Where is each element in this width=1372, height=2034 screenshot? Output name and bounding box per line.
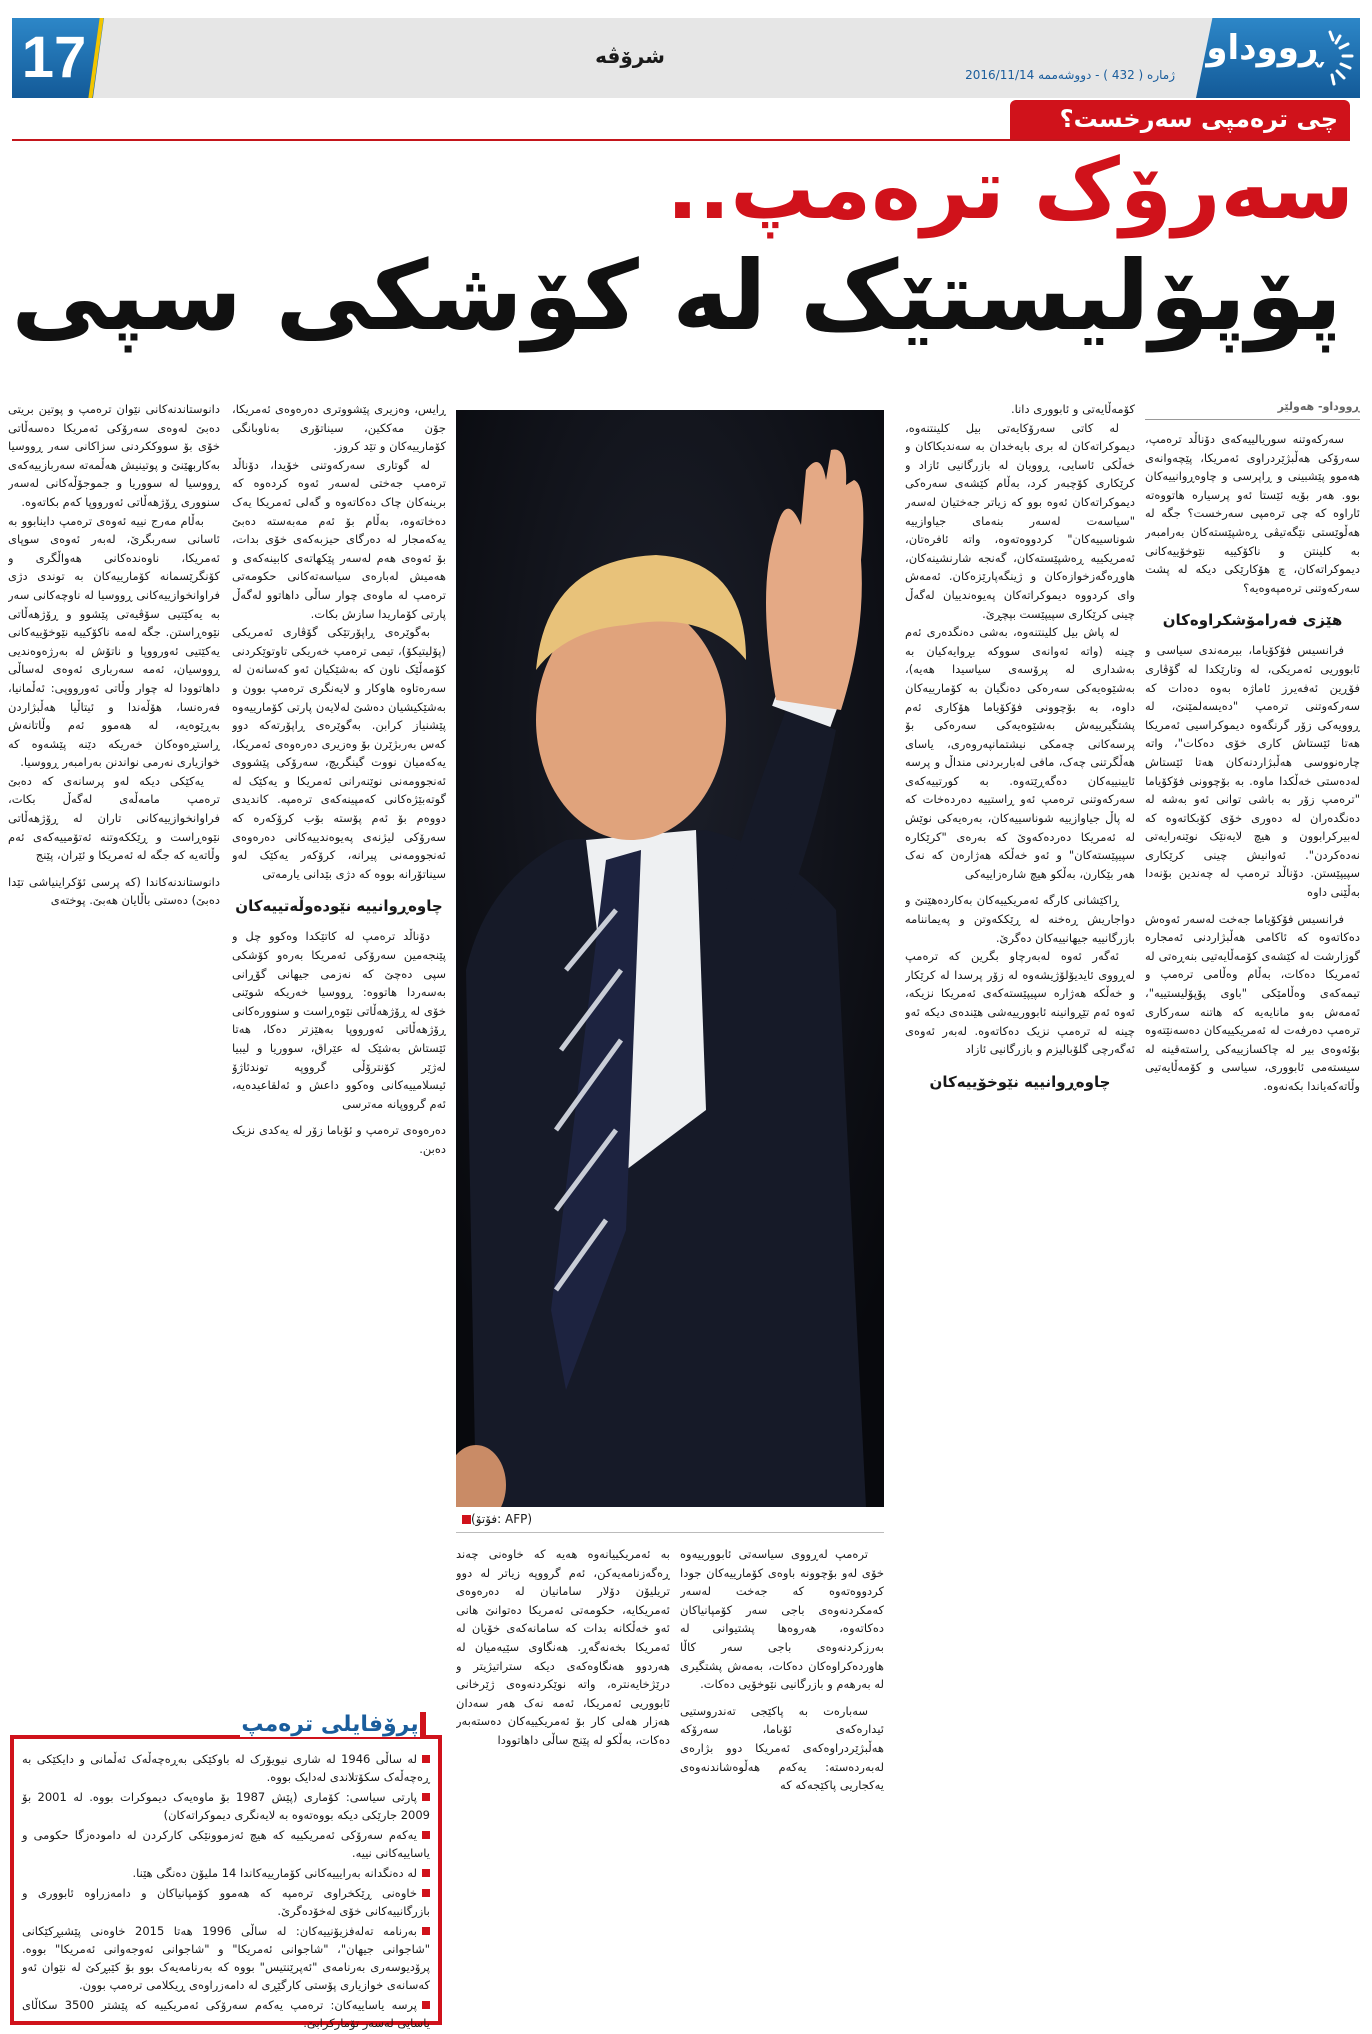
subheading: چاوەڕوانییە نێوخۆییەکان bbox=[929, 1072, 1111, 1091]
paragraph: دانوستاندنەکاندا (کە پرسی ئۆکراینیاشی تێدا دەبێ) دەستی باڵایان هەبێ. پوختەی bbox=[8, 874, 220, 908]
headline-line-2: پۆپۆلیستێک لە کۆشکی سپی bbox=[11, 240, 1342, 352]
paragraph: لە پاش بیل کلینتنەوە، بەشی دەنگدەری ئەم چینە (واتە ئەوانەی سووکە بڕوایەکیان بە بەشداری لە پرۆسەی سیاسیدا هەیە)، بەشێوەیەکی سەرەکی دەنگیان بە کۆمارییەکان داوە، بە بۆچوونی فۆکۆیاما هۆکاری ئەم پشتگیرییەش بەشێوەیەکی سەرەکی بۆ پرسەکانی چەمکی نیشتمانپەروەری، یاسای هەڵگرتنی چەک، مافی لەباربردنی منداڵ و پرسە ئایینییەکان دەگەڕێتەوە. بە کورتییەکەی سەرکەوتنی ترەمپ ئەو ڕاستییە دەردەخات کە لە پاڵ جیاوازییە شوناسییەکان، بەرەیەکی نوێش لە ئەمریکا دەردەکەوێ کە بەرەی "کرێکارە سپیپێستەکان" و ئەو خەڵکە هەژارەن کە نەک هەر بێکارن، بەڵکو هیچ شارەزاییەکی bbox=[905, 625, 1135, 881]
paragraph: بەگوێرەی ڕاپۆرتێکی گۆڤاری ئەمریکی (پۆلیتیکۆ)، تیمی ترەمپ خەریکی تاوتوێکردنی کۆمەڵێک ناون کە بەشێکیان ئەو کەسانەن لە سەرەتاوە هاوکار و لایەنگری ترەمپ بوون و بەشێکیشیان دەشێ لەلایەن پارتی کۆمارییەوە پێشنیاز کرابن. بەگوێرەی ڕاپۆرتەکە دوو کەس بەربژێرن بۆ وەزیری دەرەوەی ئەمریکا، یەکەمیان نووت گینگریچ، سەرۆکی پێشووی ئەنجوومەنی نوێنەرانی ئەمریکا و یەکێک لە گوتەبێژەکانی کەمپینەکەی ترەمپە. کاندیدی دووەم بۆ ئەم پۆستە بۆب کرۆکەرە کە سەرۆکی لیژنەی پەیوەندییەکانی دەرەوەی ئەنجوومەنی پیرانە، کرۆکەر یەکێک لەو سیناتۆرانە بووە کە دژی بێدانی یارمەتی bbox=[232, 625, 446, 881]
profile-title: پرۆفایلی ترەمپ bbox=[240, 1712, 426, 1737]
profile-item: پرسە یاساییەکان: ترەمپ یەکەم سەرۆکی ئەمریکییە کە پێشتر 3500 سکاڵای یاسایی لەسەر تۆمارکرابێ. bbox=[22, 1998, 430, 2030]
logo: ڕووداو bbox=[1206, 28, 1322, 68]
paragraph: ڕایس، وەزیری پێشووتری دەرەوەی ئەمریکا، جۆن مەککین، سیناتۆری بەناوبانگی کۆمارییەکان و تێد کروز. bbox=[232, 402, 446, 454]
article-column-1 bbox=[1145, 400, 1360, 2030]
article-column-3-bottom bbox=[680, 1545, 884, 2030]
paragraph: کۆمەڵایەتی و ئابووری دانا. bbox=[1010, 402, 1135, 416]
paragraph: بەڵام مەرج نییە ئەوەی ترەمپ داینابوو بە ئاسانی سەربگرێ، لەبەر ئەوەی سوپای ئەمریکا، ناوەندەکانی هەواڵگری و کۆنگرێسمانە کۆمارییەکان بە توندی دژی فراوانخوازییەکانی ڕووسیا لە ناوچەکانی سەر بە یەکێتیی سۆڤیەتی پێشوو و ڕۆژهەڵاتی نێوەڕاستن. جگە لەمە ناکۆکییە نێوخۆییەکانی یەکێتیی ئەورووپا و ناتۆش لە بەرژەوەندیی ڕووسیان، ئەمە سەرباری ئەوەی لەساڵی داهاتوودا لە چوار وڵاتی ئەورووپی: ئەڵمانیا، فەرەنسا، هۆڵەندا و ئیتاڵیا هەڵبژاردن بەڕێوەیە، لە هەموو ئەم وڵاتانەش ڕاستڕەوەکان خەریکە دێنە پێشەوە کە خوازیاری نەرمی نواندنن بەرامبەر ڕووسیا. bbox=[8, 513, 220, 770]
bullet-icon bbox=[422, 1831, 430, 1839]
article-column-5 bbox=[232, 400, 446, 1705]
article-column-2 bbox=[905, 400, 1135, 2030]
subheading: چاوەڕوانییە نێودەوڵەتییەکان bbox=[235, 897, 443, 916]
profile-item: لە ساڵی 1946 لە شاری نیویۆرک لە باوکێکی بەڕەچەڵەک ئەڵمانی و دایکێکی بە ڕەچەڵەک سکۆتلاندی لەدایک بووە. bbox=[22, 1752, 430, 1784]
paragraph: لە کاتی سەرۆکایەتی بیل کلینتنەوە، دیموکراتەکان لە بری بایەخدان بە سەندیکاکان و خەڵکی ئاسایی، ڕوویان لە بازرگانیی ئازاد و کرێکاری کۆچبەر کرد، بەڵام کێشەی سەرەکی دیموکراتەکان ئەوە بوو کە زیاتر جەختیان لەسەر "سیاسەت لەسەر بنەمای جیاوازییە شوناسییەکان" کردووەتەوە، واتە ئافرەتان، ئەمریکییە ڕەشپێستەکان، گەنجە شارنشینەکان، هاوڕەگەزخوازەکان و ژینگەپارێزەکان. ئەمەش وای کردووە دیموکراتەکان پەیوەندییان لەگەڵ چینی کرێکاری سپیپێست بپچڕێ. bbox=[905, 420, 1135, 621]
article-column-4-bottom bbox=[456, 1545, 670, 2030]
profile-item: بەرنامە تەلەفزیۆنییەکان: لە ساڵی 1996 هەتا 2015 خاوەنی پێشبڕکێکانی "شاجوانی جیهان"، "شاجوانی ئەمریکا" و "شاجوانی ئەوجەوانی ئەمریکا" بووە. پرۆدیوسەری بەرنامەی "ئەپرێنتیس" بووە کە بەرنامەیەک بوو بۆ کێبڕکێ لە نێوان ئەو کەسانەی خوازیاری پۆستی کارگێڕی لە دامەزراوەی ڕیکلامی ترەمپ بوون. bbox=[22, 1924, 430, 1992]
paragraph: ترەمپ لەڕووی سیاسەتی ئابوورییەوە خۆی لەو بۆچوونە باوەی کۆمارییەکان جودا کردووەتەوە کە جەخت لەسەر کەمکردنەوەی باجی سەر کۆمپانیاکان دەکاتەوە، هەروەها پشتیوانی لە بەرزکردنەوەی باجی سەر کاڵا هاوردەکراوەکان دەکات، بەمەش پشتگیری لە بەرهەم و بازرگانیی نێوخۆیی دەکات. bbox=[680, 1547, 884, 1692]
photo-caption bbox=[456, 1512, 884, 1533]
paragraph: ڕاکێشانی کارگە ئەمریکییەکان بەکاردەهێنێ و دواجاریش ڕەخنە لە ڕێککەوتن و پەیماننامە بازرگانییە جیهانییەکان دەگرێ. bbox=[905, 893, 1135, 945]
kicker-label: چی ترەمپی سەرخست؟ bbox=[1010, 100, 1350, 140]
paragraph: لە گوتاری سەرکەوتنی خۆیدا، دۆناڵد ترەمپ جەختی لەسەر ئەوە کردەوە کە برینەکان چاک دەکاتەوە و گەلی ئەمریکا یەک دەخاتەوە، بەڵام بۆ ئەم مەبەستە دەبێ یەکەمجار لە دەرگای حیزبەکەی خۆی بدات، بۆ ئەوەی هەم لەسەر پێکهاتەی کابینەکەی و هەمیش لەبارەی سیاسەتەکانی حکومەتی ترەمپ لە ماوەی چوار ساڵی داهاتوو لەگەڵ پارتی کۆماریدا سازش بکات. bbox=[232, 457, 446, 621]
bullet-icon bbox=[422, 1869, 430, 1877]
caption-marker-icon bbox=[462, 1515, 471, 1524]
trump-photo bbox=[456, 410, 884, 1507]
bullet-icon bbox=[422, 1793, 430, 1801]
section-title: شرۆڤە bbox=[595, 44, 665, 68]
bullet-icon bbox=[422, 1755, 430, 1763]
profile-list bbox=[22, 1750, 430, 2034]
paragraph: یەکێکی دیکە لەو پرسانەی کە دەبێ ترەمپ مامەڵەی لەگەڵ بکات، فراوانخوازییەکانی تاران لە ڕۆژهەڵاتی نێوەڕاست و ڕێککەوتنە ئەتۆمییەکەی ئەم وڵاتەیە کە جگە لە ئەمریکا و ئێران، پێنج bbox=[8, 773, 220, 863]
headline-line-1: سەرۆک ترەمپ.. bbox=[666, 140, 1354, 238]
subheading: هێزی فەرامۆشکراوەکان bbox=[1162, 611, 1343, 630]
paragraph: دۆناڵد ترەمپ لە کاتێکدا وەکوو چل و پێنجەمین سەرۆکی ئەمریکا بەرەو کۆشکی سپی دەچێ کە نەزمی جیهانی گۆڕانی بەسەردا هاتووە: ڕووسیا خەریکە شوێنی خۆی لە ڕۆژهەڵاتی نێوەڕاست و سنوورەکانی ڕۆژهەڵاتی ئەورووپا بەهێزتر دەکا، هەتا ئێستاش بەشێک لە عێراق، سووریا و لیبیا لەژێر کۆنترۆڵی گرووپە توندئاژۆ ئیسلامییەکانی وەکوو داعش و ئەلقاعیدەیە، ئەم گرووپانە مەترسی bbox=[232, 929, 446, 1111]
logo-rays-icon bbox=[1322, 26, 1356, 90]
paragraph: سەبارەت بە پاکێجی تەندروستیی ئیدارەکەی ئۆباما، سەرۆکە هەڵبژێردراوەکەی ئەمریکا دوو بژارەی لەبەردەستە: یەکەم هەڵوەشاندنەوەی یەکجاریی پاکێجەکە کە bbox=[680, 1703, 884, 1793]
profile-item: لە دەنگدانە بەرایییەکانی کۆمارییەکاندا 14 ملیۆن دەنگی هێنا. bbox=[22, 1864, 430, 1882]
profile-item: یەکەم سەرۆکی ئەمریکییە کە هیچ ئەزموونێکی کارکردن لە دامودەزگا حکومی و یاساییەکانی نییە. bbox=[22, 1828, 430, 1860]
paragraph: بە ئەمریکییانەوە هەیە کە خاوەنی چەند ڕەگەزنامەیەکن، ئەم گرووپە زیاتر لە دوو تریلیۆن دۆلار سامانیان لە دەرەوەی ئەمریکایە، حکومەتی ئەمریکا دەتوانێ هانی ئەو خەڵکانە بدات کە سامانەکەی خۆیان لە ئەمریکا بخەنەگەڕ. هەنگاوی سێیەمیان لە هەردوو هەنگاوەکەی دیکە ستراتیژیتر و درێژخایەنترە، واتە نوێکردنەوەی ژێرخانی ئابووریی ئەمریکا، ئەمە نەک هەر سەدان هەزار هەلی کار بۆ ئەمریکییەکان دەستەبەر دەکات، بەڵکو لە پێنج ساڵی داهاتوودا bbox=[456, 1547, 670, 1747]
caption-text: (فۆتۆ: AFP) bbox=[471, 1512, 533, 1526]
article-column-6 bbox=[8, 400, 220, 1705]
paragraph: دەرەوەی ترەمپ و ئۆباما زۆر لە یەکدی نزیک دەبن. bbox=[232, 1123, 446, 1156]
profile-item: پارتی سیاسی: کۆماری (پێش 1987 بۆ ماوەیەک دیموکرات بووە. لە 2001 بۆ 2009 جارێکی دیکە بووەتەوە بە لایەنگری دیموکراتەکان) bbox=[22, 1790, 430, 1822]
paragraph: دانوستاندنەکانی نێوان ترەمپ و پوتین بریتی دەبێ لەوەی سەرۆکی ئەمریکا دەسەڵاتی خۆی بۆ سووککردنی سزاکانی سەر ڕووسیا بەکاربهێنێ و پوتینیش هەڵمەتە سەربازییەکەی ڕووسیا لە سووریا و جموجۆڵەکانی لەسەر سنووری ڕۆژهەڵاتی ئەورووپا کەم بکاتەوە. bbox=[8, 402, 220, 509]
bullet-icon bbox=[422, 1889, 430, 1897]
bullet-icon bbox=[422, 1927, 430, 1935]
page-number: 17 bbox=[21, 25, 87, 90]
byline: ڕووداو- هەولێر bbox=[1145, 400, 1360, 420]
issue-date: ژمارە ( 432 ) - دووشەممە 2016/11/14 bbox=[965, 68, 1175, 82]
bullet-icon bbox=[422, 2001, 430, 2009]
profile-item: خاوەنی ڕێکخراوی ترەمپە کە هەموو کۆمپانیاکان و دامەزراوە ئابووری و بازرگانییەکانی خۆی لەخۆدەگرێ. bbox=[22, 1886, 430, 1918]
photo-illustration bbox=[456, 410, 884, 1507]
paragraph: سەرکەوتنە سوریالییەکەی دۆناڵد ترەمپ، سەرۆکی هەڵبژێردراوی ئەمریکا، پێچەوانەی هەموو پێشبینی و ڕاپرسی و چاوەڕوانییەکان بوو. هەر بۆیە ئێستا ئەو پرسیارە هاتووەتە ئاراوە کە چی ترەمپی سەرخست؟ جگە لە هەڵوێستی نێگەتیڤی ڕەشپێستەکان بەرامبەر بە کلینتن و ناکۆکییە نێوخۆییەکانی دیموکراتەکان، چ هۆکارێکی دیکە لە پشت سەرکەوتنی ترەمپەوەیە؟ bbox=[1145, 432, 1360, 595]
paragraph: ئەگەر ئەوە لەبەرچاو بگرین کە ترەمپ لەڕووی ئایدیۆلۆژیشەوە لە زۆر پرسدا لە کرێکار و خەڵکە هەژارە سپیپێستەکەی ئەمریکا نزیکە، ئەوە ئەم تێڕوانینە ئابوورییەشی هێندەی دیکە ئەو چینە لە ترەمپ نزیک دەکاتەوە. لەبەر ئەوەی ئەگەرچی گلۆبالیزم و بازرگانیی ئازاد bbox=[905, 949, 1135, 1057]
paragraph: فرانسیس فۆکۆیاما، بیرمەندی سیاسی و ئابووریی ئەمریکی، لە وتارێکدا لە گۆڤاری فۆڕین ئەفەیرز ئاماژە بەوە دەدات کە سەرکەوتنی ترەمپ "دەیسەلمێنێ، لە ڕوویەکی زۆر گرنگەوە دیموکراسیی ئەمریکا هەتا ئێستاش کاری خۆی دەکات"، واتە چارەنووسی هەڵبژاردنەکان هەتا ئێستاش لەدەستی خەڵکدا ماوە. بە بۆچوونی فۆکۆیاما "ترەمپ زۆر بە باشی توانی ئەو بەشە لە دەنگدەران لە دەوری خۆی کۆبکاتەوە کە لەبیرکرابوون و هیچ لایەنێک نوێنەرایەتی نەدەکردن". ئەوانیش چینی کرێکاری سپیپێستن. دۆناڵد ترەمپ لە چەندین بۆنەدا بەڵێنی داوە bbox=[1145, 643, 1360, 900]
paragraph: فرانسیس فۆکۆیاما جەخت لەسەر ئەوەش دەکاتەوە کە ئاکامی هەڵبژاردنی ئەمجارە گوزارشت لە کێشەی کۆمەڵایەتیی بنەڕەتی لە ئەمریکا دەکات، بەڵام وەڵامی ترەمپ و تیمەکەی وەڵامێکی "باوی پۆپۆلیستییە"، ئەمەش بەو مانایەیە کە هاتنە سەرکاری ترەمپ دەرفەت لە ئەمریکییەکان دەسەنێتەوە بۆئەوەی بیر لە چاکسازییەکی ڕاستەقینە لە سیستەمی ئابووری، سیاسی و کۆمەڵایەتیی وڵاتەکەیاندا بکەنەوە. bbox=[1145, 911, 1360, 1093]
